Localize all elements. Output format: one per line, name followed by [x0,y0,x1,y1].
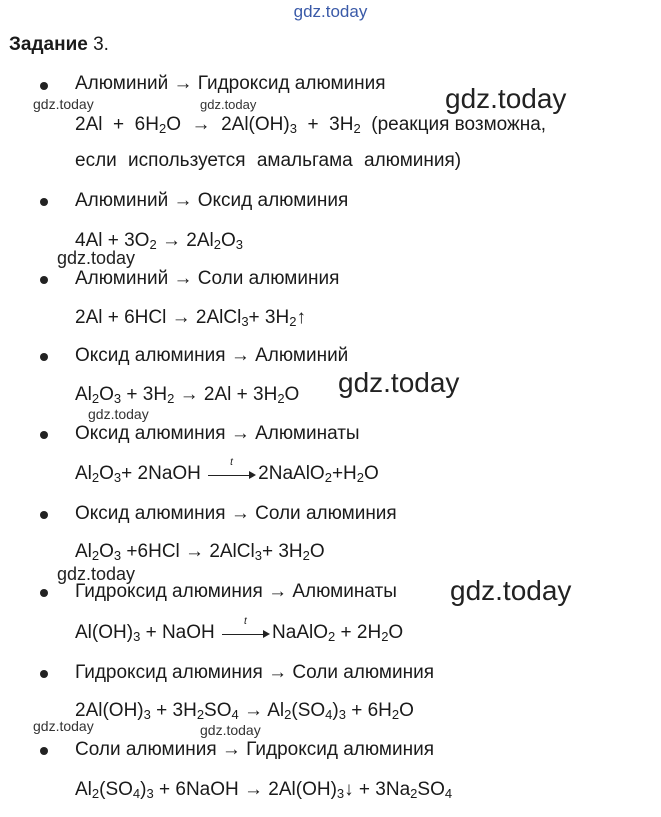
bullet [40,670,48,678]
watermark: gdz.today [33,718,94,734]
item-head-9: Соли алюминия → Гидроксид алюминия [75,739,434,760]
item-head-8: Гидроксид алюминия → Соли алюминия [75,662,434,683]
equation-6: $Al_2O_3 +6HCl$ → 2AlCl$_3$+ $3H_2O$ [75,541,325,563]
bullet [40,198,48,206]
item-head-5: Оксид алюминия → Алюминаты [75,423,360,444]
bullet [40,747,48,755]
equation-1-note: если используется амальгама алюминия) [75,150,462,171]
bullet [40,353,48,361]
equation-1: $2Al + 6H_2O \to 2Al(OH)_3 + 3H_2$ (реакция возможна, [75,114,547,136]
bullet [40,431,48,439]
item-head-4: Оксид алюминия → Алюминий [75,345,349,366]
bullet [40,82,48,90]
bullet [40,511,48,519]
watermark: gdz.today [57,564,136,584]
equation-3: 2Al + 6HCl → 2AlCl$_3$+ $3H_2↑$ [75,307,306,329]
equation-9: $Al_2(SO_4)_3$ + 6NaOH → $2Al(OH)_3↓ + 3Na_2SO_4$ [75,779,453,801]
equation-2: $4Al + 3O_2 \to 2Al_2O_3$ [75,230,243,252]
watermark: gdz.today [200,97,257,112]
heat-arrow-icon: t [222,626,270,640]
watermark: gdz.today [450,575,572,606]
watermark-top: gdz.today [293,2,368,21]
watermark: gdz.today [338,367,460,398]
item-head-2: Алюминий → Оксид алюминия [75,190,349,211]
bullet [40,589,48,597]
task-title: Задание 3. [9,34,109,55]
bullet [40,276,48,284]
equation-7: $Al(OH)_3$ + NaOH t NaAlO$_2$ + $2H_2O$ [75,615,404,644]
watermark: gdz.today [57,248,136,268]
watermark: gdz.today [200,722,261,738]
equation-5: $Al_2O_3+$ 2NaOH t $2NaAlO_2+H_2O$ [75,456,379,485]
watermark: gdz.today [445,83,567,114]
watermark: gdz.today [88,406,149,422]
equation-8: $2Al(OH)_3 + 3H_2SO_4 \to Al_2(SO_4)_3 + 6H_2O$ [75,700,414,722]
item-head-6: Оксид алюминия → Соли алюминия [75,503,397,524]
item-head-1: Алюминий → Гидроксид алюминия [75,73,386,94]
watermark: gdz.today [33,96,94,112]
item-head-7: Гидроксид алюминия → Алюминаты [75,581,397,602]
item-head-3: Алюминий → Соли алюминия [75,268,340,289]
equation-4: $Al_2O_3 + 3H_2 \to 2Al + 3H_2O$ [75,384,300,406]
heat-arrow-icon: t [208,467,256,481]
